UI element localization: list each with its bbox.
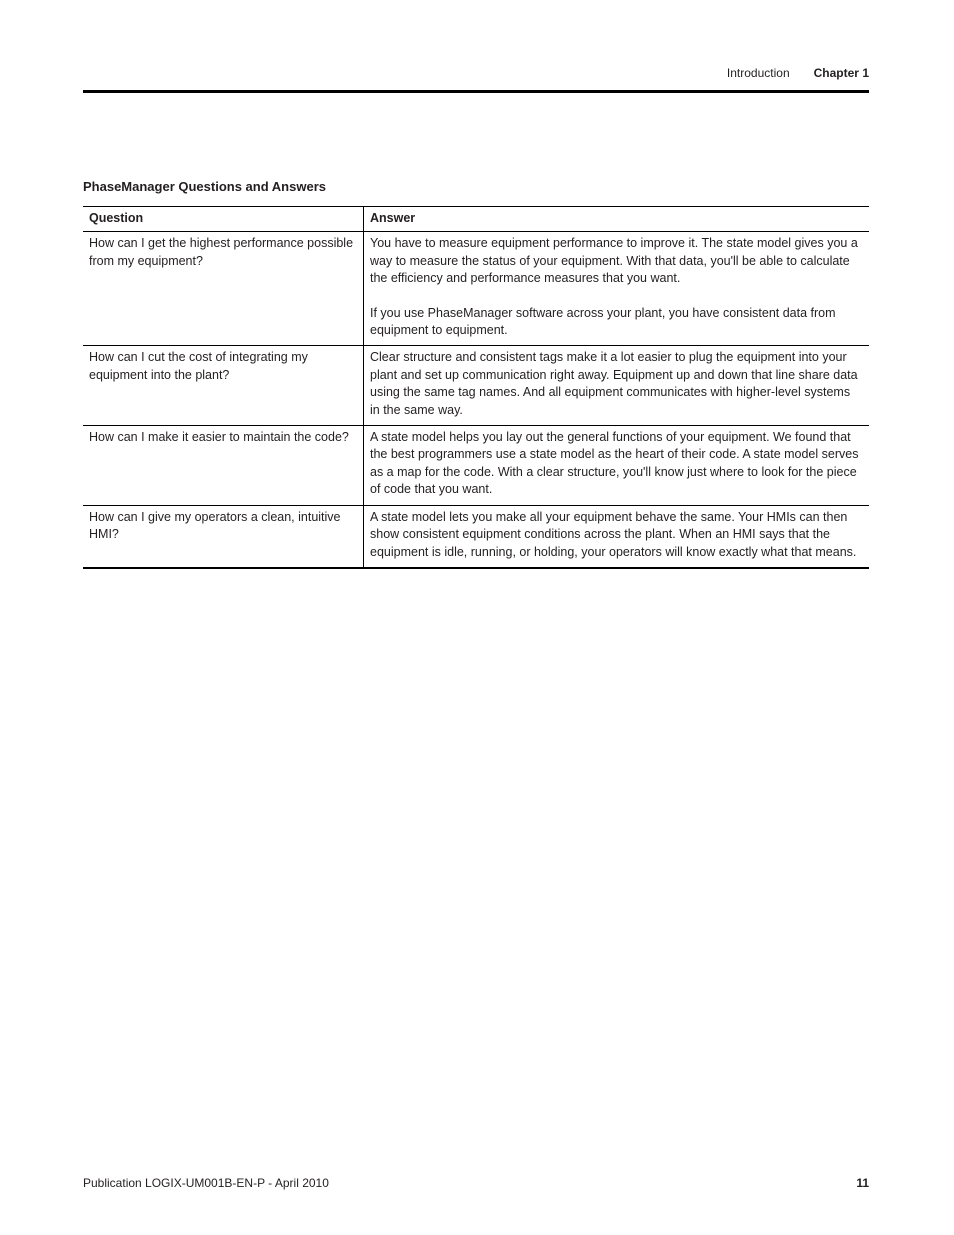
answer-paragraph: A state model helps you lay out the general functions of your equipment. We found that the best programmers use a state model as the heart of their code. A state model serves as a map for the code. With a clear structure, you'll know just where to look for the piece of code that you want. [370, 430, 859, 497]
question-cell: How can I make it easier to maintain the code? [83, 426, 364, 506]
question-cell: How can I cut the cost of integrating my equipment into the plant? [83, 346, 364, 426]
answer-cell [364, 346, 870, 426]
answer-cell [364, 232, 870, 346]
answer-paragraph: You have to measure equipment performance to improve it. The state model gives you a way to measure the status of your equipment. With that data, you'll be able to calculate the efficiency and performance measures that you want. [370, 236, 858, 286]
section-title: PhaseManager Questions and Answers [83, 179, 326, 194]
publication-info: Publication LOGIX-UM001B-EN-P - April 2010 [83, 1176, 329, 1190]
page-number: 11 [856, 1176, 869, 1190]
answer-paragraph: Clear structure and consistent tags make it a lot easier to plug the equipment into your plant and set up communication right away. Equipment up and down that line share data using the same tag names. And all equipment communicates with higher-level systems in the same way. [370, 350, 858, 417]
qa-table [83, 206, 869, 569]
table-row [83, 505, 869, 568]
page-footer [83, 1176, 869, 1190]
header-chapter: Chapter 1 [813, 66, 869, 80]
table-row [83, 232, 869, 346]
answer-paragraph: A state model lets you make all your equipment behave the same. Your HMIs can then show consistent equipment conditions across the plant. When an HMI says that the equipment is idle, running, or holding, your operators will know exactly what that means. [370, 509, 857, 559]
table-row [83, 346, 869, 426]
column-header-answer: Answer [364, 207, 870, 232]
question-cell: How can I give my operators a clean, intuitive HMI? [83, 505, 364, 568]
header-right [727, 66, 869, 80]
table-header-row [83, 207, 869, 232]
question-cell: How can I get the highest performance possible from my equipment? [83, 232, 364, 346]
table-row [83, 426, 869, 506]
header-section: Introduction [726, 66, 790, 80]
answer-cell [364, 505, 870, 568]
column-header-question: Question [83, 207, 364, 232]
answer-cell [364, 426, 870, 506]
answer-paragraph: If you use PhaseManager software across your plant, you have consistent data from equipment to equipment. [370, 305, 836, 338]
page-header [83, 66, 869, 93]
